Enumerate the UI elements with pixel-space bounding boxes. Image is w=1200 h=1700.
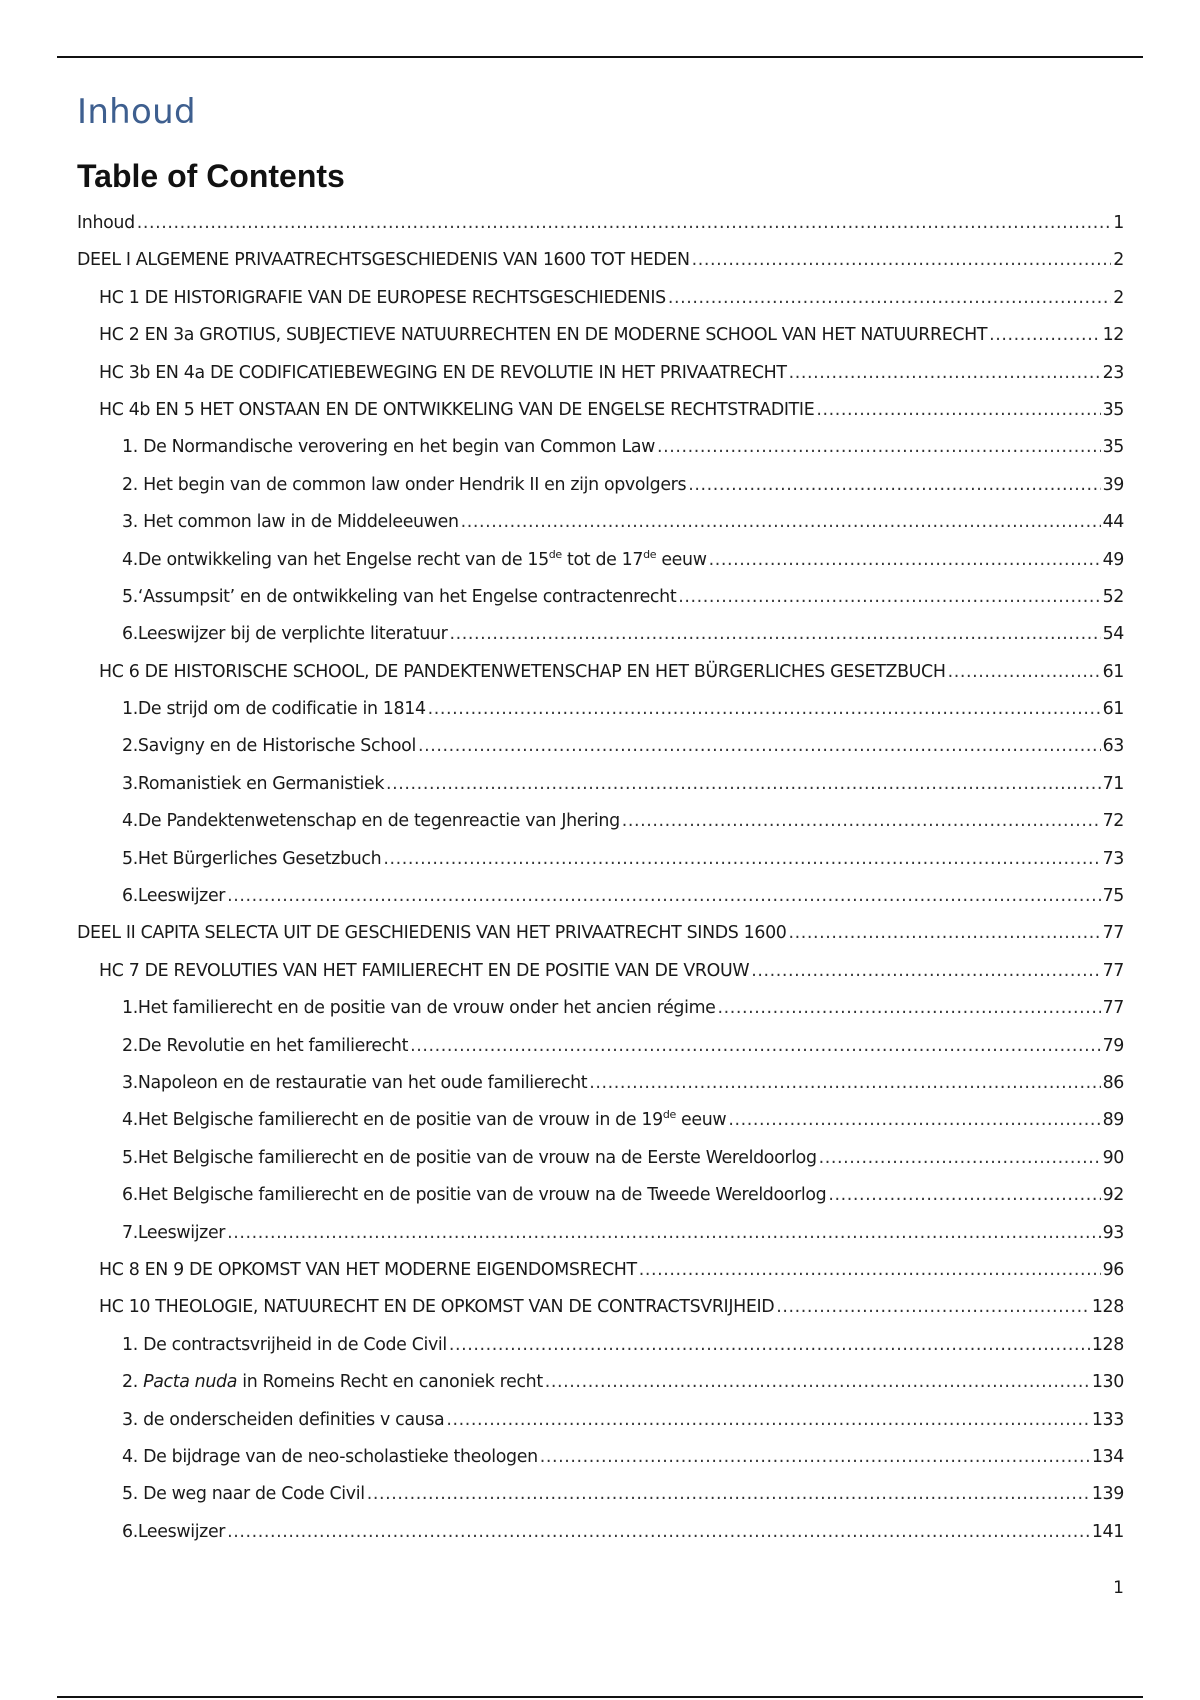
- footer-rule: [57, 1696, 1143, 1698]
- toc-entry[interactable]: 5.Het Belgische familierecht en de positie van de vrouw na de Eerste Wereldoorlog ..... 90: [77, 1140, 1124, 1177]
- toc-page-number: 2: [1113, 287, 1124, 308]
- dot-leader: [428, 699, 1101, 719]
- toc-page-number: 93: [1102, 1222, 1124, 1243]
- toc-page-number: 90: [1102, 1147, 1124, 1168]
- dot-leader: [589, 1073, 1100, 1093]
- toc-page-number: 130: [1091, 1372, 1124, 1393]
- toc-page-number: 23: [1102, 362, 1124, 383]
- toc-entry[interactable]: HC 6 DE HISTORISCHE SCHOOL, DE PANDEKTENWETENSCHAP EN HET BÜRGERLICHES GESETZBUCH ..... 61: [77, 654, 1124, 691]
- toc-entry[interactable]: 1. De contractsvrijheid in de Code Civil ..... 128: [77, 1327, 1124, 1364]
- header-rule: [57, 56, 1143, 58]
- toc-page-number: 61: [1102, 661, 1124, 682]
- toc-entry[interactable]: 6.Leeswijzer bij de verplichte literatuur ..... 54: [77, 616, 1124, 653]
- dot-leader: [819, 1148, 1101, 1168]
- dot-leader: [622, 811, 1101, 831]
- toc-entry[interactable]: 6.Het Belgische familierecht en de positie van de vrouw na de Tweede Wereldoorlog ..... 92: [77, 1177, 1124, 1214]
- toc-page-number: 89: [1102, 1110, 1124, 1131]
- dot-leader: [461, 512, 1101, 532]
- toc-page-number: 35: [1102, 437, 1124, 458]
- dot-leader: [718, 998, 1101, 1018]
- dot-leader: [449, 624, 1100, 644]
- toc-page-number: 141: [1091, 1521, 1124, 1542]
- toc-page-number: 52: [1102, 586, 1124, 607]
- toc-page-number: 49: [1102, 549, 1124, 570]
- dot-leader: [751, 961, 1100, 981]
- toc-page-number: 77: [1102, 998, 1124, 1019]
- toc-page-number: 139: [1091, 1484, 1124, 1505]
- toc-entry[interactable]: 3. Het common law in de Middeleeuwen ..... 44: [77, 504, 1124, 541]
- dot-leader: [789, 923, 1101, 943]
- toc-page-number: 61: [1102, 699, 1124, 720]
- dot-leader: [816, 400, 1100, 420]
- dot-leader: [639, 1260, 1101, 1280]
- dot-leader: [418, 736, 1101, 756]
- dot-leader: [227, 886, 1100, 906]
- dot-leader: [776, 1297, 1090, 1317]
- toc-entry[interactable]: 1.De strijd om de codificatie in 1814 ..... 61: [77, 691, 1124, 728]
- dot-leader: [668, 288, 1111, 308]
- toc-entry[interactable]: 2.Savigny en de Historische School ..... 63: [77, 728, 1124, 765]
- document-heading: Inhoud: [77, 92, 196, 132]
- dot-leader: [137, 213, 1112, 233]
- toc-entry[interactable]: 2.De Revolutie en het familierecht ..... 79: [77, 1028, 1124, 1065]
- toc-entry[interactable]: Inhoud ..... 1: [77, 205, 1124, 242]
- dot-leader: [688, 475, 1100, 495]
- toc-entry[interactable]: 5.‘Assumpsit’ en de ontwikkeling van het Engelse contractenrecht ..... 52: [77, 579, 1124, 616]
- toc-page-number: 63: [1102, 736, 1124, 757]
- toc-page-number: 128: [1091, 1334, 1124, 1355]
- toc-page-number: 96: [1102, 1259, 1124, 1280]
- toc-entry[interactable]: 6.Leeswijzer ..... 75: [77, 878, 1124, 915]
- toc-entry[interactable]: 1. De Normandische verovering en het begin van Common Law ..... 35: [77, 429, 1124, 466]
- dot-leader: [386, 774, 1101, 794]
- toc-page-number: 77: [1102, 960, 1124, 981]
- dot-leader: [545, 1372, 1090, 1392]
- dot-leader: [227, 1522, 1090, 1542]
- toc-page-number: 71: [1102, 773, 1124, 794]
- toc-page-number: 77: [1102, 923, 1124, 944]
- dot-leader: [948, 662, 1101, 682]
- toc-title: Table of Contents: [77, 158, 345, 194]
- dot-leader: [789, 363, 1101, 383]
- toc-page-number: 35: [1102, 399, 1124, 420]
- dot-leader: [410, 1036, 1100, 1056]
- toc-entry[interactable]: 4.Het Belgische familierecht en de positie van de vrouw in de 19de eeuw ..... 89: [77, 1102, 1124, 1139]
- dot-leader: [383, 849, 1100, 869]
- toc-entry[interactable]: 3. de onderscheiden definities v causa ..... 133: [77, 1402, 1124, 1439]
- toc-page-number: 92: [1102, 1185, 1124, 1206]
- toc-page-number: 134: [1091, 1446, 1124, 1467]
- dot-leader: [709, 550, 1101, 570]
- dot-leader: [540, 1447, 1090, 1467]
- toc-page-number: 1: [1113, 213, 1124, 233]
- toc-entry[interactable]: 4. De bijdrage van de neo-scholastieke theologen ..... 134: [77, 1439, 1124, 1476]
- toc-entry[interactable]: 2. Pacta nuda in Romeins Recht en canoniek recht ..... 130: [77, 1364, 1124, 1401]
- toc-entry[interactable]: 5.Het Bürgerliches Gesetzbuch ..... 73: [77, 841, 1124, 878]
- toc-entry[interactable]: HC 7 DE REVOLUTIES VAN HET FAMILIERECHT EN DE POSITIE VAN DE VROUW ..... 77: [77, 953, 1124, 990]
- toc-page-number: 133: [1091, 1409, 1124, 1430]
- toc-entry[interactable]: 3.Napoleon en de restauratie van het oude familierecht ..... 86: [77, 1065, 1124, 1102]
- toc-entry[interactable]: HC 3b EN 4a DE CODIFICATIEBEWEGING EN DE REVOLUTIE IN HET PRIVAATRECHT ..... 23: [77, 355, 1124, 392]
- dot-leader: [678, 587, 1100, 607]
- toc-entry[interactable]: 5. De weg naar de Code Civil ..... 139: [77, 1476, 1124, 1513]
- toc-entry[interactable]: 4.De Pandektenwetenschap en de tegenreactie van Jhering ..... 72: [77, 803, 1124, 840]
- toc-entry[interactable]: HC 10 THEOLOGIE, NATUURECHT EN DE OPKOMST VAN DE CONTRACTSVRIJHEID ..... 128: [77, 1289, 1124, 1326]
- toc-page-number: 12: [1102, 325, 1124, 346]
- dot-leader: [446, 1410, 1089, 1430]
- toc-page-number: 73: [1102, 848, 1124, 869]
- toc-page-number: 86: [1102, 1072, 1124, 1093]
- toc-page-number: 2: [1113, 250, 1124, 271]
- toc-page-number: 128: [1091, 1297, 1124, 1318]
- dot-leader: [449, 1335, 1090, 1355]
- toc-entry[interactable]: 1.Het familierecht en de positie van de vrouw onder het ancien régime ..... 77: [77, 990, 1124, 1027]
- table-of-contents: [77, 205, 1124, 1551]
- toc-page-number: 39: [1102, 474, 1124, 495]
- toc-entry[interactable]: 7.Leeswijzer ..... 93: [77, 1215, 1124, 1252]
- toc-entry[interactable]: 6.Leeswijzer ..... 141: [77, 1514, 1124, 1551]
- toc-page-number: 79: [1102, 1035, 1124, 1056]
- toc-entry[interactable]: 2. Het begin van de common law onder Hendrik II en zijn opvolgers ..... 39: [77, 467, 1124, 504]
- dot-leader: [227, 1223, 1100, 1243]
- toc-page-number: 54: [1102, 624, 1124, 645]
- toc-entry[interactable]: 4.De ontwikkeling van het Engelse recht van de 15de tot de 17de eeuw ..... 49: [77, 542, 1124, 579]
- toc-entry[interactable]: DEEL II CAPITA SELECTA UIT DE GESCHIEDENIS VAN HET PRIVAATRECHT SINDS 1600 ..... 77: [77, 915, 1124, 952]
- dot-leader: [989, 325, 1100, 345]
- toc-entry[interactable]: HC 1 DE HISTORIGRAFIE VAN DE EUROPESE RECHTSGESCHIEDENIS ..... 2: [77, 280, 1124, 317]
- toc-page-number: 44: [1102, 512, 1124, 533]
- page-number: 1: [1113, 1578, 1124, 1598]
- toc-entry[interactable]: HC 2 EN 3a GROTIUS, SUBJECTIEVE NATUURRECHTEN EN DE MODERNE SCHOOL VAN HET NATUURRECHT ..... 12: [77, 317, 1124, 354]
- dot-leader: [728, 1110, 1100, 1130]
- dot-leader: [828, 1185, 1100, 1205]
- dot-leader: [367, 1484, 1090, 1504]
- toc-entry[interactable]: HC 8 EN 9 DE OPKOMST VAN HET MODERNE EIGENDOMSRECHT ..... 96: [77, 1252, 1124, 1289]
- toc-entry[interactable]: 3.Romanistiek en Germanistiek ..... 71: [77, 766, 1124, 803]
- dot-leader: [692, 250, 1112, 270]
- toc-entry[interactable]: DEEL I ALGEMENE PRIVAATRECHTSGESCHIEDENIS VAN 1600 TOT HEDEN ..... 2: [77, 242, 1124, 279]
- toc-page-number: 75: [1102, 886, 1124, 907]
- toc-page-number: 72: [1102, 811, 1124, 832]
- toc-entry[interactable]: HC 4b EN 5 HET ONSTAAN EN DE ONTWIKKELING VAN DE ENGELSE RECHTSTRADITIE ..... 35: [77, 392, 1124, 429]
- dot-leader: [657, 437, 1101, 457]
